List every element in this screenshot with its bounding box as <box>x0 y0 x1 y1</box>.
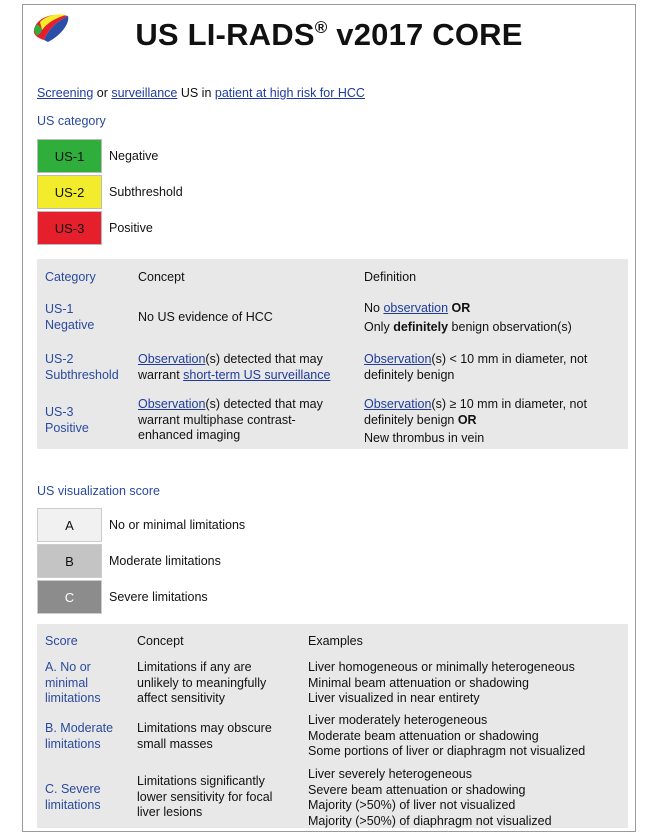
score-table <box>37 624 628 828</box>
row-b-concept: Limitations may obscure small masses <box>137 721 272 751</box>
score-c-badge: C <box>37 580 102 614</box>
row-a-score: A. No or minimal limitations <box>45 660 101 705</box>
intro-line: Screening or surveillance US in patient at high risk for HCC <box>37 86 365 100</box>
visualization-item <box>37 580 208 614</box>
row-us2-category: US-2 Subthreshold <box>45 352 119 382</box>
us-category-item <box>37 139 158 173</box>
visualization-item <box>37 508 245 542</box>
row-us3-category: US-3 Positive <box>45 405 89 435</box>
high-risk-patient-link[interactable]: patient at high risk for HCC <box>214 86 365 100</box>
observation-link[interactable]: Observation <box>138 352 206 366</box>
observation-link[interactable]: observation <box>383 301 449 315</box>
row-a-concept: Limitations if any are unlikely to meaningfully affect sensitivity <box>137 660 267 705</box>
row-c-score: C. Severe limitations <box>45 782 101 812</box>
us-category-label: US category <box>37 114 106 128</box>
observation-link[interactable]: Observation <box>138 397 206 411</box>
row-b-score: B. Moderate limitations <box>45 721 114 751</box>
header-score: Score <box>45 634 78 648</box>
row-us3-concept: Observation(s) detected that may warrant multiphase contrast- enhanced imaging <box>138 397 323 442</box>
row-us2-definition: Observation(s) < 10 mm in diameter, not definitely benign <box>364 352 588 382</box>
surveillance-link[interactable]: surveillance <box>111 86 178 100</box>
row-c-concept: Limitations significantly lower sensitivity for focal liver lesions <box>137 774 273 819</box>
us1-description: Negative <box>109 149 159 163</box>
score-b-badge: B <box>37 544 102 578</box>
row-us1-concept: No US evidence of HCC <box>138 310 273 324</box>
us1-badge: US-1 <box>37 139 102 173</box>
screening-link[interactable]: Screening <box>37 86 94 100</box>
row-us2-concept: Observation(s) detected that may warrant short-term US surveillance <box>138 352 331 382</box>
row-us3-definition: Observation(s) ≥ 10 mm in diameter, not definitely benign OR New thrombus in vein <box>364 397 587 445</box>
row-us1-category: US-1 Negative <box>45 302 95 332</box>
score-c-description: Severe limitations <box>109 590 208 604</box>
score-a-badge: A <box>37 508 102 542</box>
header-category: Category <box>45 270 96 284</box>
us2-description: Subthreshold <box>109 185 183 199</box>
observation-link[interactable]: Observation <box>364 352 432 366</box>
visualization-item <box>37 544 221 578</box>
page-title: US LI-RADS® v2017 CORE <box>135 17 523 52</box>
us3-badge: US-3 <box>37 211 102 245</box>
header-concept: Concept <box>138 270 185 284</box>
header-definition: Definition <box>364 270 417 284</box>
us-category-item <box>37 211 153 245</box>
category-table <box>37 259 628 449</box>
header-concept: Concept <box>137 634 184 648</box>
row-us1-definition: No observation OR Only definitely benign observation(s) <box>364 301 572 334</box>
row-c-examples: Liver severely heterogeneous Severe beam attenuation or shadowing Majority (>50%) of liver not visualized Majority (>50%) of diaphragm not visualized <box>308 767 552 828</box>
visualization-score-label: US visualization score <box>37 484 160 498</box>
row-a-examples: Liver homogeneous or minimally heterogeneous Minimal beam attenuation or shadowing Liver visualized in near entirety <box>308 660 575 705</box>
us2-badge: US-2 <box>37 175 102 209</box>
us3-description: Positive <box>109 221 153 235</box>
short-term-surveillance-link[interactable]: short-term US surveillance <box>183 367 331 382</box>
header-examples: Examples <box>308 634 363 648</box>
row-b-examples: Liver moderately heterogeneous Moderate beam attenuation or shadowing Some portions of liver or diaphragm not visualized <box>308 713 586 758</box>
score-b-description: Moderate limitations <box>109 554 221 568</box>
observation-link[interactable]: Observation <box>364 397 432 411</box>
us-category-item <box>37 175 183 209</box>
score-a-description: No or minimal limitations <box>109 518 246 532</box>
